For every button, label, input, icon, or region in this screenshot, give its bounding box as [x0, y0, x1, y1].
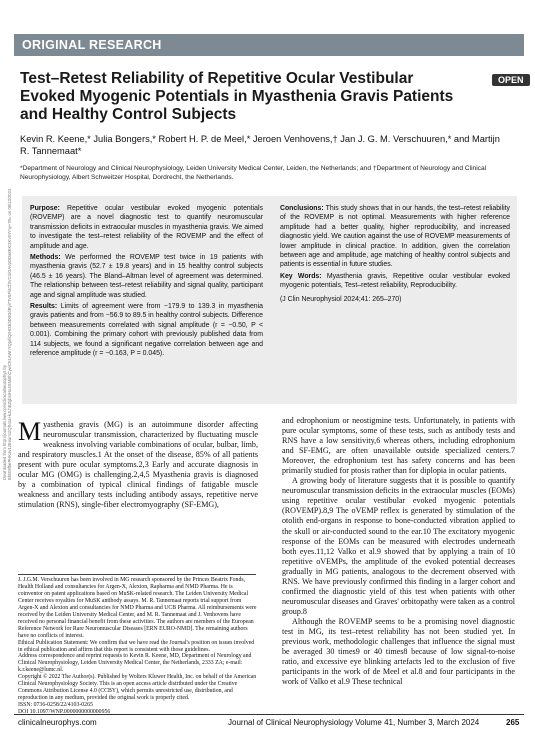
abstract-left-column — [30, 204, 263, 361]
purpose-text: Repetitive ocular vestibular evoked myogenic potentials (ROVEMP) are a novel diagnostic test to quantify neuromuscular transmission deficits in extraocular muscles in myasthenia gravis. We aimed to investigate the test–retest reliability of the ROVEMP and the effect of amplitude and age. — [30, 205, 263, 250]
footnote-ethics: Ethical Publication Statement: We confirm that we have read the Journal's position on issues involved in ethical publication and affirm that this report is consistent with those guidelines. — [18, 639, 255, 653]
results-text: Limits of agreement were from −179.9 to 139.3 in myasthenia gravis patients and from −56.9 to 89.5 in healthy control subjects. Difference between measurements correlated with signal amplitude (r = −0.50, P < 0.001). Combining the primary cohort with previously published data from 114 subjects, we found a significant negative correlation between age and reference amplitude (r = −0.163, P = 0.045). — [30, 303, 263, 358]
keywords-label: Key Words: — [280, 272, 322, 280]
footer-site: clinicalneurophys.com — [18, 718, 97, 727]
paragraph: and edrophonium or neostigmine tests. Unfortunately, in patients with pure ocular symptoms, some of these tests, such as antibody tests and RNS have a low sensitivity,6 whereas others, including edrophonium and SF-EMG, are often unavailable outside specialized centers.7 Moreover, the edrophonium test has safety concerns and has been primarily studied for ptosis rather than for diplopia in ocular patients. — [282, 416, 515, 476]
intro-paragraph: yasthenia gravis (MG) is an autoimmune disorder affecting neuromuscular transmission, characterized by fluctuating muscle weakness involving variable combinations of ocular, bulbar, limb, and respiratory muscles.1 At the onset of the disease, 85% of all patients present with pure ocular symptoms.2,3 Early and accurate diagnosis in ocular MG (OMG) is challenging.2,4,5 Myasthenia gravis is diagnosed by a combination of typical clinical findings of fatigable muscle weakness and ancillary tests including antibody assays, repetitive nerve stimulation (RNS), single-fiber electromyography (SF-EMG), — [18, 420, 258, 510]
article-title: Test–Retest Reliability of Repetitive Ocular Vestibular Evoked Myogenic Potentials in Myasthenia Gravis Patients and Healthy Control Subjects — [20, 70, 454, 123]
footer-journal: Journal of Clinical Neurophysiology Volume 41, Number 3, March 2024 — [228, 718, 480, 727]
footer-divider — [14, 714, 524, 715]
section-banner: ORIGINAL RESEARCH — [14, 34, 524, 56]
conclusions-label: Conclusions: — [280, 205, 324, 212]
body-right-column — [282, 416, 515, 687]
footnote-divider — [18, 574, 256, 575]
results-label: Results: — [30, 303, 58, 311]
footnote-issn: ISSN: 0736-0258/22/4103-0265 — [18, 702, 93, 709]
footnote-conflicts: J. J.G.M. Verschuuren has been involved in MG research sponsored by the Princes Beatrix Fonds, Health Holland and consultancies for Argen-X, Alexion, Rapharma and NMD Pharma. He is coinventor on patent applications based on MuSK-related research. The Leiden University Medical Center receives royalties for MuSK antibody assays. M. R. Tannemaat reports trial support from Argen-X and Alexion and consultancies for NMD Pharma and UCB Pharma. All reimbursements were received by the Leiden University Medical Center, and M. R. Tannemaat and J. Venhovens have received no personal financial benefit from these activities. The authors are members of the European Reference Network for Rare Neuromuscular Diseases [ERN EURO-NMD]. The remaining authors have no conflicts of interest. — [18, 577, 257, 639]
paragraph: Although the ROVEMP seems to be a promising novel diagnostic test in MG, its test–retest reliability has not been studied yet. In previous work, methodologic challenges that influence the signal must be averaged 30 times9 or 40 times8 because of low signal-to-noise ratio, and excessive eye blinking artefacts led to the exclusion of five participants in the work of de Meel et al.8 and four participants in the work of Valko et al.9 These technical — [282, 616, 515, 687]
open-access-badge: OPEN — [492, 74, 530, 86]
affiliations: *Department of Neurology and Clinical Neurophysiology, Leiden University Medical Center, Leiden, the Netherlands; and †Department of Neurology and Clinical Neurophysiology, Albert Schweitzer Hospital, Dordrecht, the Netherlands. — [20, 165, 487, 181]
paragraph: A growing body of literature suggests that it is possible to quantify neuromuscular transmission deficits in the extraocular muscles (EOMs) using repetitive ocular vestibular evoked myogenic potentials (ROVEMP).8,9 The oVEMP reflex is generated by stimulation of the otolith end-organs in response to bone-conducted vibration applied to the skull or air-conducted sound to the ear.10 The excitatory myogenic response of the EOMs can be measured with electrodes underneath both eyes.11,12 Valko et al.9 showed that by applying a train of 10 repetitive oVEMPs, the amplitude of the evoked potential decreases gradually in MG patients, analogous to the decrement observed with RNS. We have previously confirmed this finding in a larger cohort and confirmed the diagnostic yield of this test when patients with other neuromuscular diseases and Graves' orbitopathy were taken as a control group.8 — [282, 476, 515, 616]
footnotes — [18, 577, 258, 716]
abstract-right-column — [280, 204, 510, 306]
conclusions-text: This study shows that in our hands, the test–retest reliability of the ROVEMP is not optimal. Measurements with higher reference amplitude had a better quality, higher reproducibility, and increased diagnostic yield. We caution against the use of ROVEMP measurements of lower amplitude in clinical practice. In addition, given the correlation between age and amplitude, age matching of healthy control subjects and patients is essential in future studies. — [280, 205, 510, 269]
methods-label: Methods: — [30, 254, 61, 262]
methods-text: We performed the ROVEMP test twice in 19 patients with myasthenia gravis (52.7 ± 19.8 years) and in 15 healthy control subjects (46.5 ± 16 years). The Bland–Altman level of agreement was determined. The relationship between test–retest reliability and signal quality, participant age and signal amplitude was studied. — [30, 254, 263, 299]
abstract-box — [22, 196, 517, 404]
author-list: Kevin R. Keene,* Julia Bongers,* Robert H. P. de Meel,* Jeroen Venhovens,† Jan J. G. M. Verschuuren,* and Martijn R. Tannemaat* — [20, 134, 500, 156]
body-left-column — [18, 417, 258, 510]
footnote-doi: DOI 10.1097/WNP.0000000000000956 — [18, 709, 111, 716]
download-watermark: Downloaded from http://journals.lww.com/clinicalneurophys by BhDMf5ePHKav1zEoum1tQfN4a+kJLhEZgbsIHo4XMi0hCywCX1AWnYQp/IlQrHD3i3D0OdRyi7TvSFl4Cf3VC4/OAVpDDa8KKGKV0Ymy+78= on 08/13/2024 — [2, 188, 12, 480]
purpose-label: Purpose: — [30, 205, 60, 212]
drop-cap: M — [18, 417, 42, 446]
page-number: 265 — [506, 718, 520, 727]
citation: (J Clin Neurophysiol 2024;41: 265–270) — [280, 295, 402, 303]
footnote-correspondence: Address correspondence and reprint requests to Kevin R. Keene, MD, Department of Neurology and Clinical Neurophysiology, Leiden University Medical Center, the Netherlands, 2333 ZA; e-mail: k.r.keene@lumc.nl. — [18, 653, 252, 674]
keywords-text: Myasthenia gravis, Repetitive ocular vestibular evoked myogenic potentials, Test–retest reliability, Reproducibility. — [280, 272, 510, 290]
footnote-copyright: Copyright © 2022 The Author(s). Published by Wolters Kluwer Health, Inc. on behalf of the American Clinical Neurophysiology Society. This is an open access article distributed under the Creative Commons Attribution License 4.0 (CCBY), which permits unrestricted use, distribution, and reproduction in any medium, provided the original work is properly cited. — [18, 674, 257, 702]
